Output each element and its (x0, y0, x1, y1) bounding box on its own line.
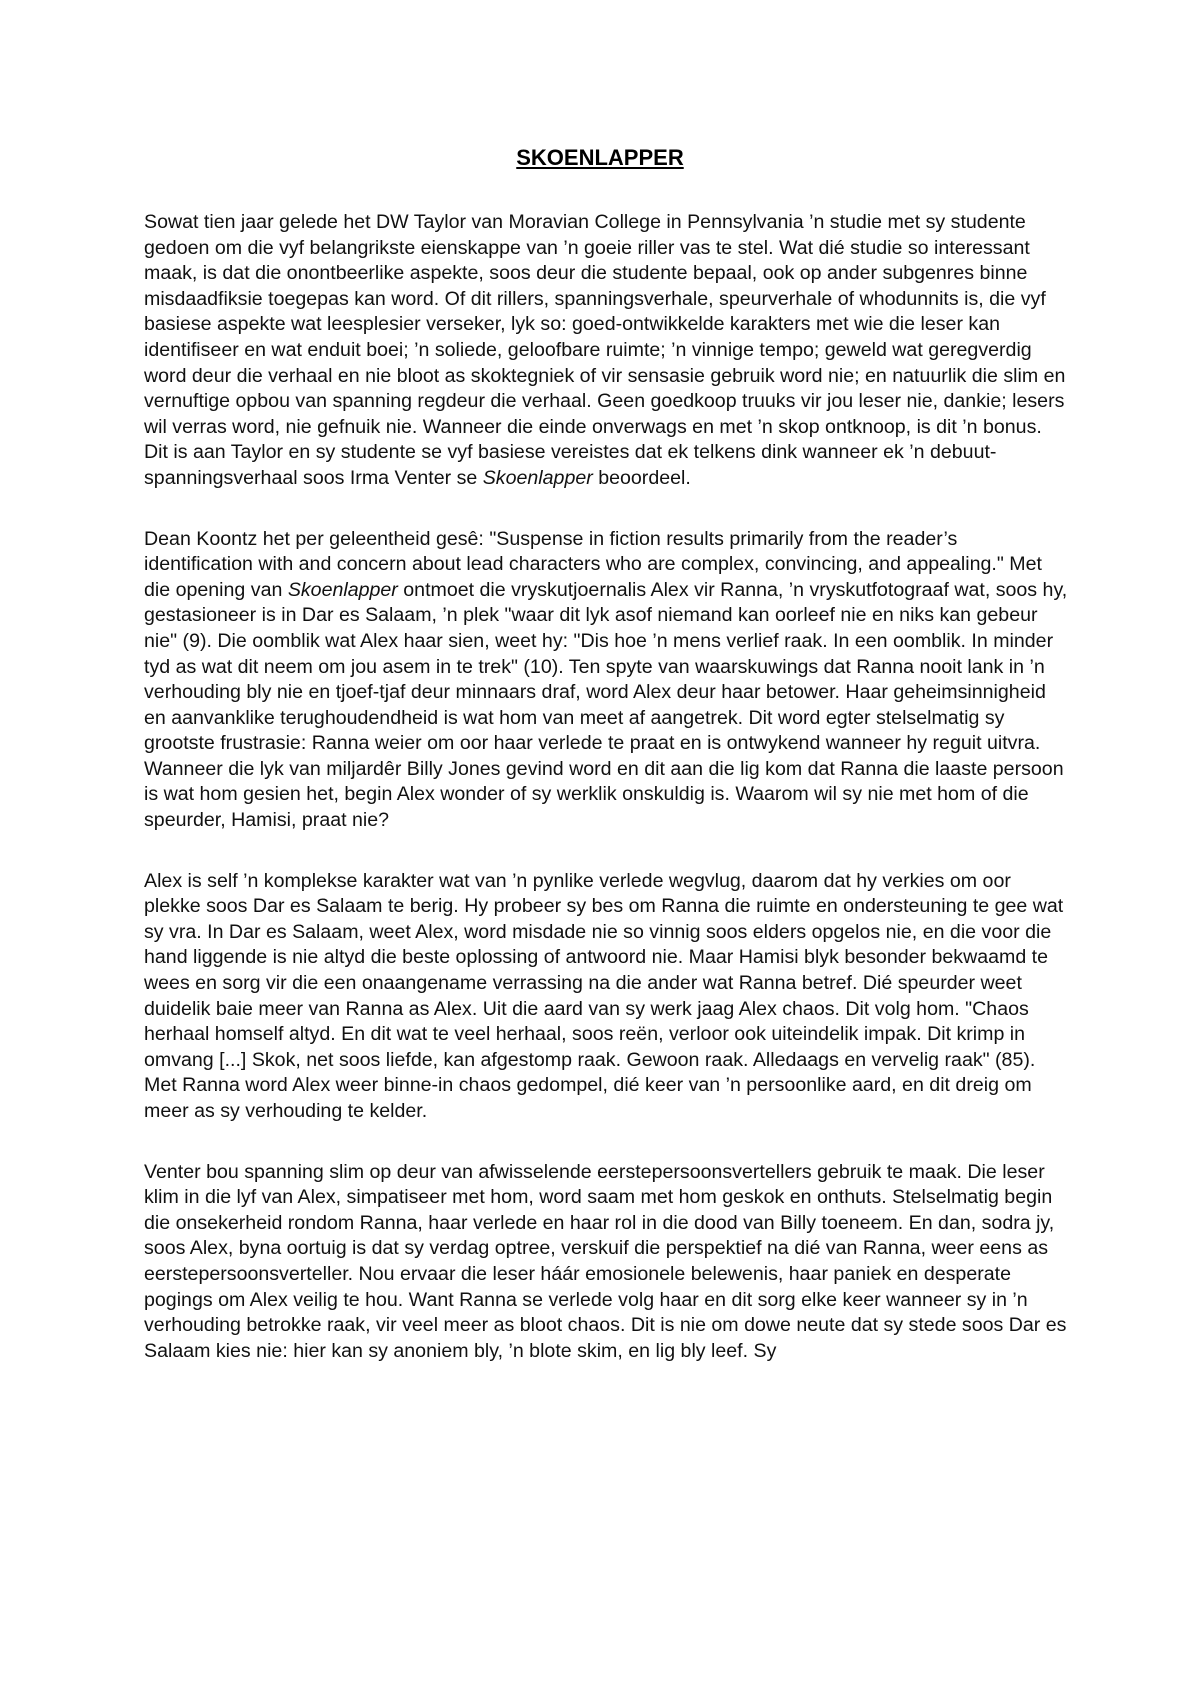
book-title-italic: Skoenlapper (287, 578, 398, 601)
paragraph-4-text: Venter bou spanning slim op deur van afwisselende eerstepersoonsvertellers gebruik te maak. Die leser klim in die lyf van Alex, simpatiseer met hom, word saam met hom geskok en onthuts. Stelselmatig begin die onsekerheid rondom Ranna, haar verlede en haar rol in die dood van Billy toeneem. En dan, sodra jy, soos Alex, byna oortuig is dat sy verdag optree, verskuif die perspektief na dié van Ranna, weer eens as eerstepersoonsverteller. Nou ervaar die leser háár emosionele belewenis, haar paniek en desperate pogings om Alex veilig te hou. Want Ranna se verlede volg haar en dit sorg elke keer wanneer sy in ’n verhouding betrokke raak, vir veel meer as bloot chaos. Dit is nie om dowe neute dat sy stede soos Dar es Salaam kies nie: hier kan sy anoniem bly, ’n blote skim, en lig bly leef. Sy (144, 1160, 1067, 1362)
paragraph-2 (144, 527, 1070, 834)
paragraph-1-text-end: beoordeel. (592, 466, 691, 489)
paragraph-3 (144, 869, 1070, 1125)
document-body (144, 210, 1070, 1364)
book-title-italic: Skoenlapper (482, 466, 593, 489)
paragraph-4 (144, 1160, 1070, 1365)
paragraph-1 (144, 210, 1070, 492)
document-title: SKOENLAPPER (516, 145, 684, 170)
paragraph-3-text: Alex is self ’n komplekse karakter wat van ’n pynlike verlede wegvlug, daarom dat hy verkies om oor plekke soos Dar es Salaam te berig. Hy probeer sy bes om Ranna die ruimte en ondersteuning te gee wat sy vra. In Dar es Salaam, weet Alex, word misdade nie so vinnig soos elders opgelos nie, en die voor die hand liggende is nie altyd die beste oplossing of antwoord nie. Maar Hamisi blyk besonder bekwaamd te wees en sorg vir die een onaangename verrassing na die ander wat Ranna betref. Dié speurder weet duidelik baie meer van Ranna as Alex. Uit die aard van sy werk jaag Alex chaos. Dit volg hom. "Chaos herhaal homself altyd. En dit wat te veel herhaal, soos reën, verloor ook uiteindelik impak. Dit krimp in omvang [...] Skok, net soos liefde, kan afgestomp raak. Gewoon raak. Alledaags en vervelig raak" (85). Met Ranna word Alex weer binne-in chaos gedompel, dié keer van ’n persoonlike aard, en dit dreig om meer as sy verhouding te kelder. (144, 869, 1064, 1122)
paragraph-2-text-start: Dean Koontz het per geleentheid gesê: "Suspense in fiction results primarily from the reader’s identification with and concern about lead characters who are complex, convincing, and appealing." Met die opening van (144, 527, 1042, 601)
paragraph-2-text-end: ontmoet die vryskutjoernalis Alex vir Ranna, ’n vryskutfotograaf wat, soos hy, gestasioneer is in Dar es Salaam, ’n plek "waar dit lyk asof niemand kan oorleef nie en niks kan gebeur nie" (9). Die oomblik wat Alex haar sien, weet hy: "Dis hoe ’n mens verlief raak. In een oomblik. In minder tyd as wat dit neem om jou asem in te trek" (10). Ten spyte van waarskuwings dat Ranna nooit lank in ’n verhouding bly nie en tjoef-tjaf deur minnaars draf, word Alex deur haar betower. Haar geheimsinnigheid en aanvanklike terughoudendheid is wat hom van meet af aangetrek. Dit word egter stelselmatig sy grootste frustrasie: Ranna weier om oor haar verlede te praat en is ontwykend wanneer hy reguit uitvra. Wanneer die lyk van miljardêr Billy Jones gevind word en dit aan die lig kom dat Ranna die laaste persoon is wat hom gesien het, begin Alex wonder of sy werklik onskuldig is. Waarom wil sy nie met hom of die speurder, Hamisi, praat nie? (144, 578, 1068, 832)
paragraph-1-text-start: Sowat tien jaar gelede het DW Taylor van Moravian College in Pennsylvania ’n studie met sy studente gedoen om die vyf belangrikste eienskappe van ’n goeie riller vas te stel. Wat dié studie so interessant maak, is dat die onontbeerlike aspekte, soos deur die studente bepaal, ook op ander subgenres binne misdaadfiksie toegepas kan word. Of dit rillers, spanningsverhale, speurverhale of whodunnits is, die vyf basiese aspekte wat leesplesier verseker, lyk so: goed-ontwikkelde karakters met wie die leser kan identifiseer en wat enduit boei; ’n soliede, geloofbare ruimte; ’n vinnige tempo; geweld wat geregverdig word deur die verhaal en nie bloot as skoktegniek of vir sensasie gebruik word nie; en natuurlik die slim en vernuftige opbou van spanning regdeur die verhaal. Geen goedkoop truuks vir jou leser nie, dankie; lesers wil verras word, nie gefnuik nie. Wanneer die einde onverwags en met ’n skop ontknoop, is dit ’n bonus. Dit is aan Taylor en sy studente se vyf basiese vereistes dat ek telkens dink wanneer ek ’n debuut-spanningsverhaal soos Irma Venter se (144, 211, 1066, 489)
